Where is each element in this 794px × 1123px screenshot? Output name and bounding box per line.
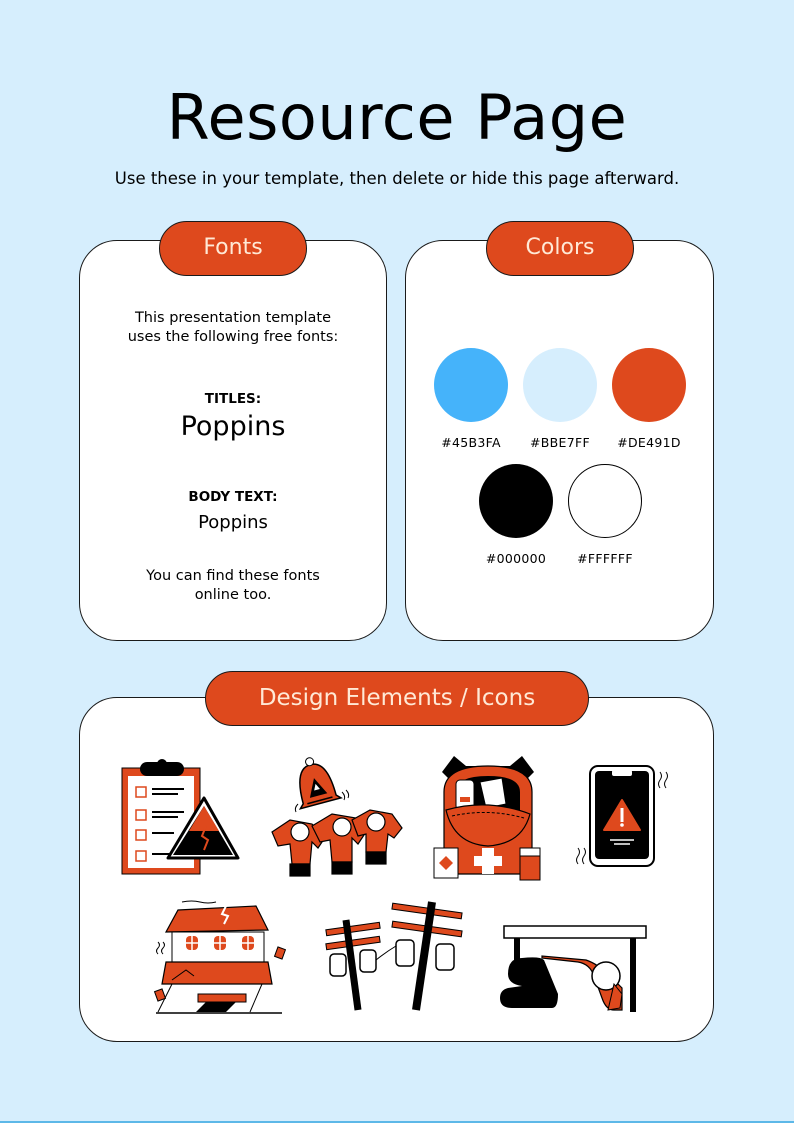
swatch-label-blue: #45B3FA: [441, 435, 501, 450]
emergency-backpack-icon: [432, 752, 544, 882]
fonts-intro: [80, 309, 386, 347]
fonts-intro-line1: This presentation template: [134, 310, 332, 326]
clipboard-warning-icon: [118, 758, 242, 878]
swatch-blue: [434, 348, 508, 422]
page-title: Resource Page: [166, 81, 628, 154]
swatch-label-black: #000000: [485, 551, 547, 566]
alarm-bell-people-icon: [270, 752, 405, 880]
page-subtitle: Use these in your template, then delete or hide this page afterward.: [114, 169, 680, 188]
damaged-house-icon: [152, 898, 286, 1014]
duck-under-table-icon: [498, 924, 650, 1014]
swatch-label-white: #FFFFFF: [577, 551, 633, 566]
phone-alert-icon: [572, 764, 672, 868]
broken-power-lines-icon: [322, 900, 464, 1012]
swatch-light-blue: [523, 348, 597, 422]
body-font-name: Poppins: [198, 512, 268, 533]
design-heading-pill: Design Elements / Icons: [205, 671, 589, 726]
colors-heading-pill: Colors: [486, 221, 634, 276]
swatch-orange: [612, 348, 686, 422]
colors-card: [405, 240, 714, 641]
swatch-label-orange: #DE491D: [617, 435, 681, 450]
fonts-outro: [80, 567, 386, 605]
body-text-label: BODY TEXT:: [188, 489, 278, 505]
fonts-card: [79, 240, 387, 641]
swatch-black: [479, 464, 553, 538]
titles-label: TITLES:: [204, 391, 262, 407]
swatch-label-light-blue: #BBE7FF: [530, 435, 590, 450]
fonts-heading-pill: Fonts: [159, 221, 307, 276]
fonts-outro-line1: You can find these fonts: [146, 568, 320, 584]
titles-font-name: Poppins: [180, 411, 286, 442]
fonts-intro-line2: uses the following free fonts:: [127, 329, 339, 345]
fonts-outro-line2: online too.: [194, 587, 272, 603]
swatch-white: [568, 464, 642, 538]
